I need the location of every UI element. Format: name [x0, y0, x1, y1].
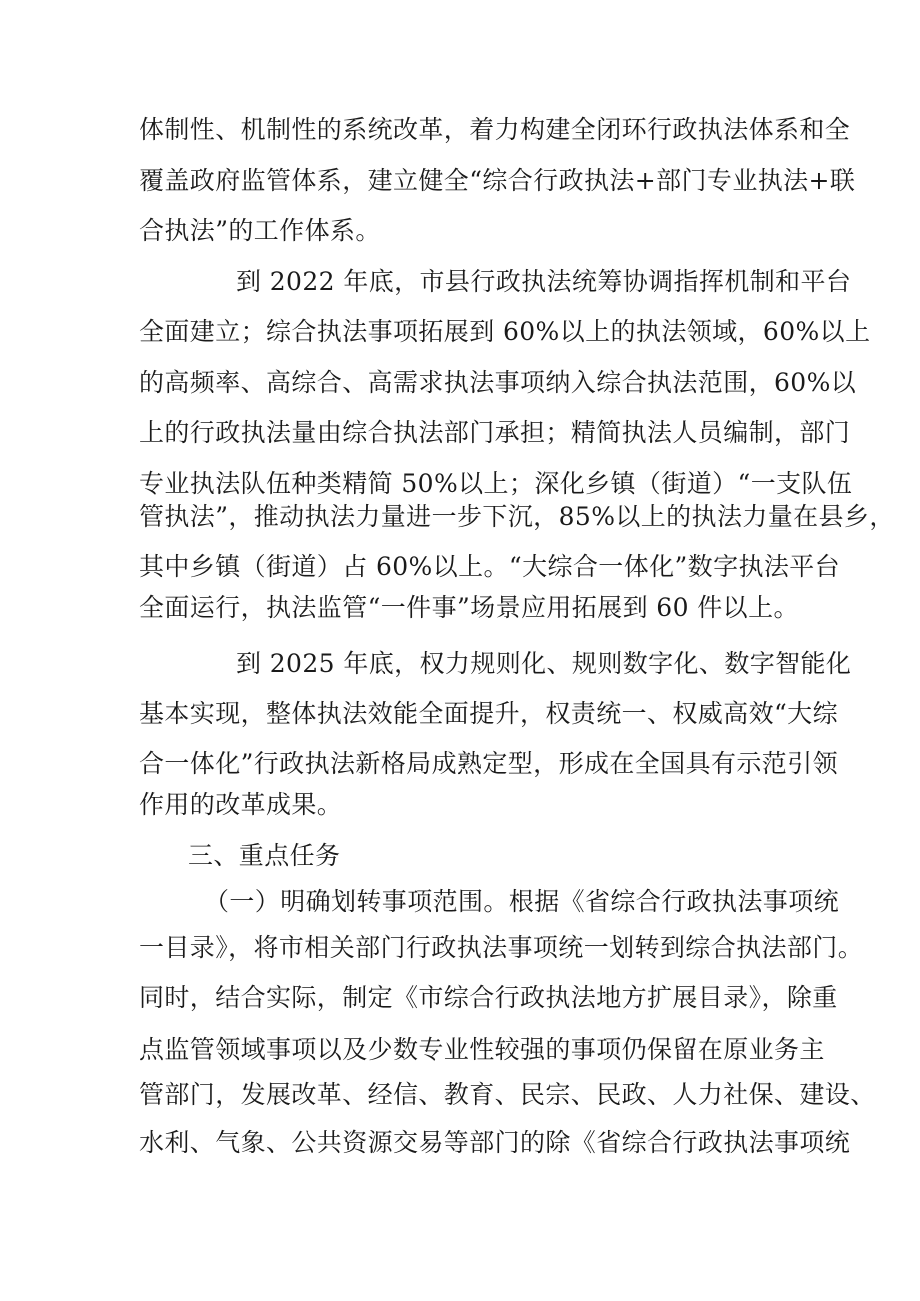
text-line: 基本实现，整体执法效能全面提升，权责统一、权威高效“大综: [139, 699, 838, 728]
text-line: 全面运行，执法监管“一件事”场景应用拓展到 60 件以上。: [139, 593, 799, 622]
text-line: 合执法”的工作体系。: [139, 216, 381, 245]
text-line: 管部门，发展改革、经信、教育、民宗、民政、人力社保、建设、: [139, 1080, 876, 1109]
text-line: 一目录》，将市相关部门行政执法事项统一划转到综合执法部门。: [139, 933, 864, 962]
text-line: 合一体化”行政执法新格局成熟定型，形成在全国具有示范引领: [139, 749, 838, 778]
paragraph-start-line: 到 2025 年底，权力规则化、规则数字化、数字智能化: [236, 649, 852, 678]
paragraph-start-line: 到 2022 年底，市县行政执法统筹协调指挥机制和平台: [236, 267, 852, 296]
section-heading: 三、重点任务: [188, 841, 341, 870]
text-line: 管执法”，推动执法力量进一步下沉，85%以上的执法力量在县乡，: [139, 502, 895, 531]
text-line: 的高频率、高综合、高需求执法事项纳入综合执法范围，60%以: [139, 368, 857, 397]
text-line: 全面建立；综合执法事项拓展到 60%以上的执法领域，60%以上: [139, 317, 871, 346]
text-line: 体制性、机制性的系统改革，着力构建全闭环行政执法体系和全: [139, 115, 851, 144]
text-line: 作用的改革成果。: [139, 790, 343, 819]
text-line: 覆盖政府监管体系，建立健全“综合行政执法+部门专业执法+联: [139, 166, 856, 195]
text-line: 专业执法队伍种类精简 50%以上；深化乡镇（街道）“一支队伍: [139, 469, 853, 498]
text-line: 点监管领域事项以及少数专业性较强的事项仍保留在原业务主: [139, 1035, 825, 1064]
text-line: 同时，结合实际，制定《市综合行政执法地方扩展目录》，除重: [139, 983, 838, 1012]
text-line: 水利、气象、公共资源交易等部门的除《省综合行政执法事项统: [139, 1128, 851, 1157]
text-line: 其中乡镇（街道）占 60%以上。“大综合一体化”数字执法平台: [139, 552, 841, 581]
text-line: 上的行政执法量由综合执法部门承担；精简执法人员编制，部门: [139, 418, 851, 447]
paragraph-start-line: （一）明确划转事项范围。根据《省综合行政执法事项统: [204, 887, 840, 916]
